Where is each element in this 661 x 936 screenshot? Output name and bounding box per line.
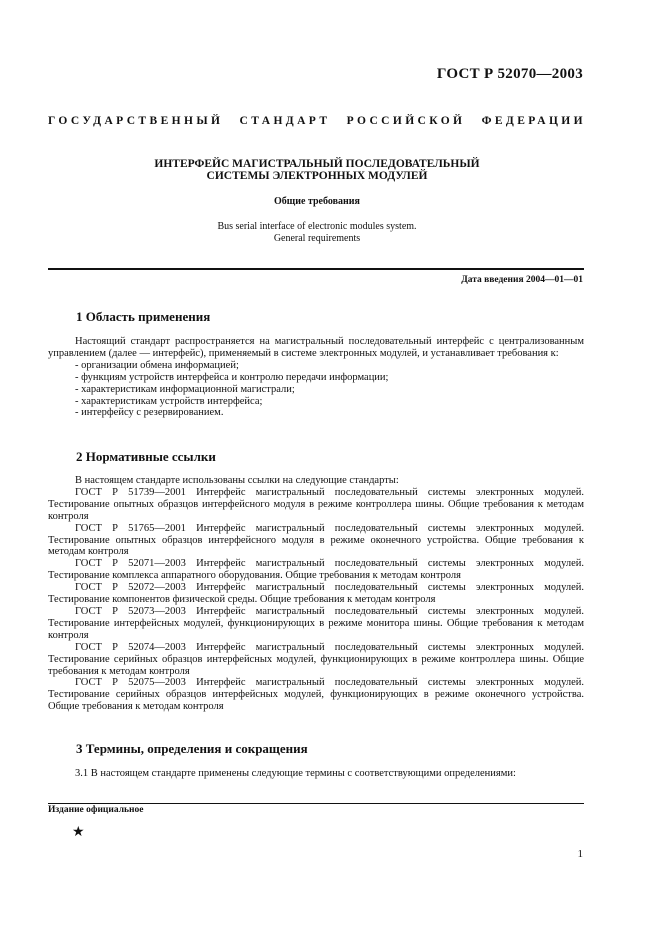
introduction-date: Дата введения 2004—01—01 — [461, 275, 583, 285]
header-divider — [48, 268, 584, 270]
reference-entry: ГОСТ Р 52071—2003 Интерфейс магистральный последовательный системы электронных модулей. Тестирование комплекса аппаратного оборудования. Общие требования к методам контроля — [48, 558, 584, 582]
section-2-body — [48, 475, 584, 713]
reference-entry: ГОСТ Р 52075—2003 Интерфейс магистральный последовательный системы электронных модулей. Тестирование серийных образцов интерфейсных модулей, функционирующих в режиме оконечного устройства. Общие требования к методам контроля — [48, 677, 584, 713]
reference-entry: ГОСТ Р 52073—2003 Интерфейс магистральный последовательный системы электронных модулей. Тестирование интерфейсных модулей, функционирующих в режиме монитора шины. Общие требования к методам контроля — [48, 605, 584, 641]
state-standard-banner: ГОСУДАРСТВЕННЫЙ СТАНДАРТ РОССИЙСКОЙ ФЕДЕРАЦИИ — [48, 115, 586, 127]
section-3-heading: 3 Термины, определения и сокращения — [76, 741, 308, 756]
title-line-1: ИНТЕРФЕЙС МАГИСТРАЛЬНЫЙ ПОСЛЕДОВАТЕЛЬНЫЙ — [154, 158, 480, 170]
list-item: - организации обмена информацией; — [48, 360, 584, 372]
title-line-2: СИСТЕМЫ ЭЛЕКТРОННЫХ МОДУЛЕЙ — [206, 170, 428, 182]
english-title — [48, 221, 586, 245]
official-edition-label: Издание официальное — [48, 805, 144, 815]
footer-divider — [48, 803, 584, 804]
list-item: - характеристикам информационной магистрали; — [48, 384, 584, 396]
section-2-intro: В настоящем стандарте использованы ссылки на следующие стандарты: — [75, 475, 399, 486]
list-item: - функциям устройств интерфейса и контролю передачи информации; — [48, 372, 584, 384]
document-subtitle: Общие требования — [274, 196, 360, 207]
reference-entry: ГОСТ Р 51765—2001 Интерфейс магистральный последовательный системы электронных модулей. Тестирование опытных образцов интерфейсного модуля в режиме оконечного устройства. Общие требования к методам контроля — [48, 522, 584, 558]
section-1-body — [48, 336, 584, 419]
reference-entry: ГОСТ Р 52072—2003 Интерфейс магистральный последовательный системы электронных модулей. Тестирование компонентов физической среды. Общие требования к методам контроля — [48, 582, 584, 606]
page-number: 1 — [577, 848, 583, 860]
star-icon: ★ — [72, 825, 85, 840]
section-3-body — [48, 768, 584, 780]
list-item: - интерфейсу с резервированием. — [48, 407, 584, 419]
english-title-line-2: General requirements — [273, 233, 361, 244]
section-3-paragraph: 3.1 В настоящем стандарте применены следующие термины с соответствующими определениями: — [75, 768, 516, 779]
reference-entry: ГОСТ Р 52074—2003 Интерфейс магистральный последовательный системы электронных модулей. Тестирование серийных образцов интерфейсных модулей, функционирующих в режиме контроллера шины. Общие требования к методам контроля — [48, 641, 584, 677]
reference-entry: ГОСТ Р 51739—2001 Интерфейс магистральный последовательный системы электронных модулей. Тестирование опытных образцов интерфейсного модуля в режиме контроллера шины. Общие требования к методам контроля — [48, 486, 584, 522]
document-title — [48, 158, 586, 182]
section-1-list — [48, 360, 584, 420]
english-title-line-1: Bus serial interface of electronic modules system. — [217, 221, 417, 232]
section-2-heading: 2 Нормативные ссылки — [76, 449, 216, 464]
gost-number: ГОСТ Р 52070—2003 — [436, 66, 583, 82]
section-1-heading: 1 Область применения — [76, 309, 211, 324]
section-1-paragraph: Настоящий стандарт распространяется на магистральный последовательный интерфейс с централизованным управлением (далее — интерфейс), применяемый в системе электронных модулей, и устанавливает требования к: — [48, 336, 584, 359]
list-item: - характеристикам устройств интерфейса; — [48, 396, 584, 408]
